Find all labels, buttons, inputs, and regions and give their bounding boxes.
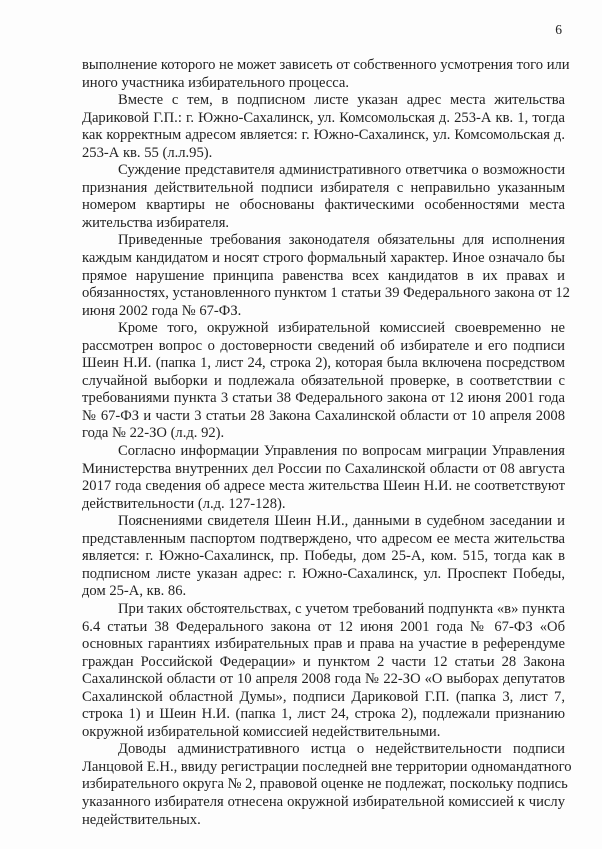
text-line: выполнение которого не может зависеть от собственного усмотрения того или	[82, 57, 570, 73]
text-line: № 67-ФЗ и части 3 статьи 28 Закона Сахалинской области от 10 апреля 2008	[82, 407, 565, 424]
text-line: требованиями пункта 3 статьи 38 Федерального закона от 12 июня 2001 года	[82, 390, 565, 407]
text-line: окружной избирательной комиссией недействительными.	[82, 723, 441, 740]
text-line: жительства избирателя.	[82, 214, 230, 231]
text-line: Суждение представителя административного ответчика о возможности	[118, 162, 565, 179]
paragraph	[82, 162, 565, 232]
paragraph	[82, 513, 565, 601]
paragraph	[82, 443, 565, 513]
text-line: Сахалинской областной Думы», подписи Дариковой Г.П. (папка 3, лист 7,	[82, 688, 565, 705]
text-line: Доводы административного истца о недействительности подписи	[118, 741, 565, 758]
text-line: Согласно информации Управления по вопросам миграции Управления	[118, 443, 565, 460]
paragraph	[82, 320, 565, 443]
text-line: Ланцовой Е.Н., ввиду регистрации последней вне территории одномандатного	[82, 758, 572, 775]
text-line: Сахалинской области от 10 апреля 2008 года № 22-ЗО «О выборах депутатов	[82, 671, 565, 688]
text-line: каждым кандидатом и носят строго формальный характер. Иное означало бы	[82, 250, 565, 267]
text-line: иного участника избирательного процесса.	[82, 74, 350, 91]
text-line: Приведенные требования законодателя обязательны для исполнения	[118, 232, 565, 249]
paragraph	[82, 601, 565, 741]
text-line: случайной выборки и подлежала обязательной проверке, в соответствии с	[82, 372, 565, 389]
text-line: рассмотрен вопрос о достоверности сведений об избирателе и его подписи	[82, 337, 565, 354]
paragraph	[82, 57, 570, 92]
text-line: является: г. Южно-Сахалинск, пр. Победы, дом 25-А, ком. 515, тогда как в	[82, 548, 565, 565]
text-line: обязанностях, установленного пунктом 1 статьи 39 Федерального закона от 12	[82, 285, 570, 302]
paragraph	[82, 92, 565, 162]
text-line: номером квартиры не обоснованы фактическими особенностями места	[82, 197, 565, 214]
text-line: Пояснениями свидетеля Шеин Н.И., данными в судебном заседании и	[118, 513, 565, 530]
text-line: избирательного округа № 2, правовой оценке не подлежат, поскольку подпись	[82, 776, 568, 793]
text-line: как корректным адресом является: г. Южно-Сахалинск, ул. Комсомольская д.	[82, 127, 565, 144]
text-line: года № 22-ЗО (л.д. 92).	[82, 425, 225, 442]
text-line: недействительных.	[82, 811, 201, 828]
text-line: 2017 года сведения об адресе места жительства Шеин Н.И. не соответствуют	[82, 478, 565, 495]
text-line: признания действительной подписи избирателя с неправильно указанным	[82, 179, 565, 196]
text-line: 6.4 статьи 38 Федерального закона от 12 июня 2001 года № 67-ФЗ «Об	[82, 618, 565, 635]
text-line: прямое нарушение принципа равенства всех кандидатов в их правах и	[82, 267, 565, 284]
text-line: представленным паспортом подтверждено, что адресом ее места жительства	[82, 530, 565, 547]
text-line: подписном листе указан адрес: г. Южно-Сахалинск, ул. Проспект Победы,	[82, 565, 565, 582]
text-line: Министерства внутренних дел России по Сахалинской области от 08 августа	[82, 460, 565, 477]
paragraph	[82, 232, 570, 320]
text-line: дом 25-А, кв. 86.	[82, 583, 187, 600]
text-line: Шеин Н.И. (папка 1, лист 24, строка 2), которая была включена посредством	[82, 355, 565, 372]
text-line: Кроме того, окружной избирательной комиссией своевременно не	[118, 320, 565, 337]
document-body	[82, 57, 572, 829]
text-line: Дариковой Г.П.: г. Южно-Сахалинск, ул. Комсомольская д. 253-А кв. 1, тогда	[82, 109, 565, 126]
text-line: Вместе с тем, в подписном листе указан адрес места жительства	[118, 92, 565, 109]
text-line: указанного избирателя отнесена окружной избирательной комиссией к числу	[82, 793, 565, 810]
text-line: действительности (л.д. 127-128).	[82, 495, 286, 512]
text-line: основных гарантиях избирательных прав и права на участие в референдуме	[82, 636, 565, 653]
text-line: граждан Российской Федерации» и пунктом 2 части 12 статьи 28 Закона	[82, 653, 565, 670]
text-line: 253-А кв. 55 (л.л.95).	[82, 144, 213, 161]
page-number: 6	[555, 22, 562, 37]
text-line: При таких обстоятельствах, с учетом требований подпункта «в» пункта	[118, 600, 565, 617]
paragraph	[82, 741, 572, 829]
text-line: строка 1) и Шеин Н.И. (папка 1, лист 24, строка 2), подлежали признанию	[82, 706, 565, 723]
text-line: июня 2002 года № 67-ФЗ.	[82, 302, 242, 319]
